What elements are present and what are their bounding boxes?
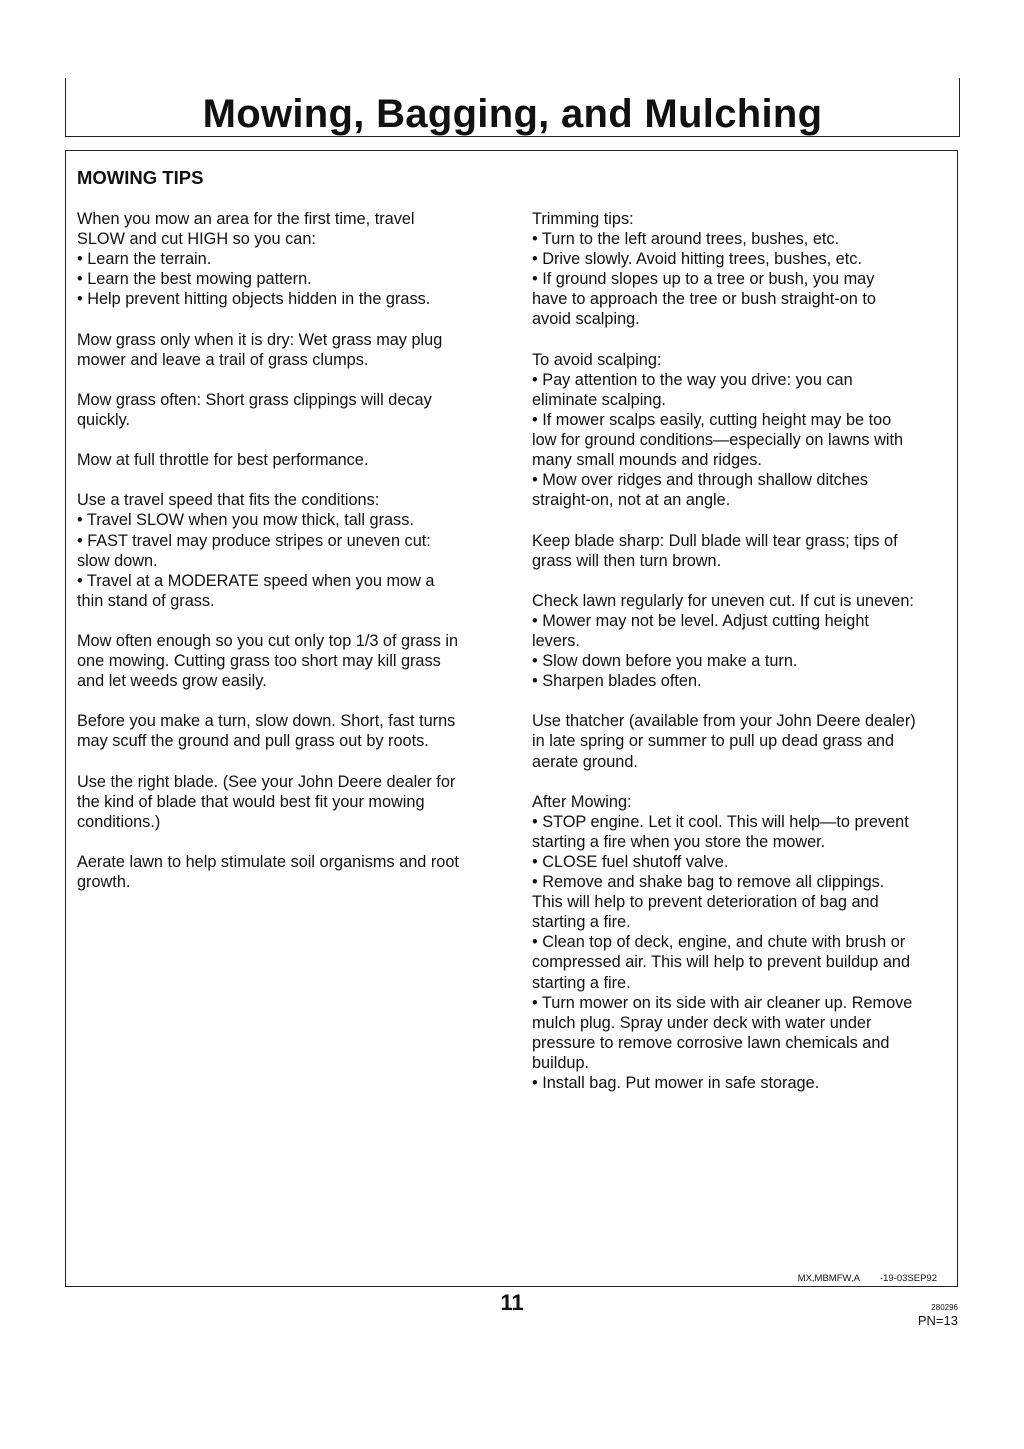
text-line: • CLOSE fuel shutoff valve. <box>532 853 729 871</box>
paragraph <box>77 209 495 309</box>
text-line: • Help prevent hitting objects hidden in the grass. <box>77 290 431 309</box>
text-line: in late spring or summer to pull up dead grass and <box>532 732 895 751</box>
text-line: • If mower scalps easily, cutting height may be too <box>532 410 892 429</box>
text-line: have to approach the tree or bush straight-on to <box>532 290 876 309</box>
paragraph <box>77 711 495 751</box>
paragraph <box>77 631 495 691</box>
paragraph <box>532 350 950 511</box>
text-line: • Install bag. Put mower in safe storage. <box>532 1074 820 1093</box>
text-line: may scuff the ground and pull grass out by roots. <box>77 732 429 751</box>
right-column <box>532 209 950 1113</box>
text-line: levers. <box>532 631 580 650</box>
text-line: • Turn mower on its side with air cleaner up. Remove <box>532 993 913 1012</box>
text-line: Check lawn regularly for uneven cut. If cut is uneven: <box>532 591 914 610</box>
text-line: mulch plug. Spray under deck with water under <box>532 1013 872 1032</box>
paragraph <box>532 531 950 571</box>
text-line: • Mow over ridges and through shallow ditches <box>532 471 869 490</box>
content-box <box>65 150 958 1287</box>
text-line: Use the right blade. (See your John Deere dealer for <box>77 772 456 791</box>
text-line: • Pay attention to the way you drive: you can <box>532 370 853 389</box>
text-line: • Mower may not be level. Adjust cutting height <box>532 611 869 630</box>
text-line: When you mow an area for the first time, travel <box>77 210 415 228</box>
text-line: Trimming tips: <box>532 210 634 228</box>
text-line: avoid scalping. <box>532 310 640 329</box>
text-line: Use thatcher (available from your John Deere dealer) <box>532 712 916 731</box>
page-number: 11 <box>500 1290 524 1315</box>
pn-label: PN=13 <box>917 1313 958 1328</box>
paragraph <box>532 591 950 691</box>
text-line: and let weeds grow easily. <box>77 672 267 691</box>
box-footer-codes <box>778 1272 937 1286</box>
paragraph <box>77 852 495 892</box>
text-line: starting a fire when you store the mower. <box>532 832 826 851</box>
text-line: • Slow down before you make a turn. <box>532 652 798 671</box>
text-line: • Learn the terrain. <box>77 250 212 269</box>
footer-code-2: -19-03SEP92 <box>879 1273 937 1284</box>
text-line: starting a fire. <box>532 973 631 992</box>
paragraph <box>77 772 495 832</box>
text-line: low for ground conditions—especially on lawns with <box>532 431 904 450</box>
title-frame <box>65 78 960 137</box>
text-line: • Clean top of deck, engine, and chute with brush or <box>532 933 906 952</box>
text-line: Mow often enough so you cut only top 1/3 of grass in <box>77 631 459 650</box>
text-line: many small mounds and ridges. <box>532 451 762 470</box>
text-line: aerate ground. <box>532 752 638 771</box>
text-line: grass will then turn brown. <box>532 551 722 570</box>
text-line: This will help to prevent deterioration of bag and <box>532 893 879 912</box>
text-line: thin stand of grass. <box>77 591 215 610</box>
text-line: • If ground slopes up to a tree or bush, you may <box>532 270 875 289</box>
text-line: To avoid scalping: <box>532 350 662 369</box>
paragraph <box>77 490 495 611</box>
paragraph <box>77 450 495 470</box>
text-line: conditions.) <box>77 812 161 831</box>
text-line: After Mowing: <box>532 792 632 811</box>
text-line: • Remove and shake bag to remove all clippings. <box>532 873 885 892</box>
text-line: • Learn the best mowing pattern. <box>77 270 312 289</box>
text-line: quickly. <box>77 410 131 429</box>
text-line: pressure to remove corrosive lawn chemicals and <box>532 1033 890 1052</box>
paragraph <box>532 209 950 330</box>
text-line: the kind of blade that would best fit your mowing <box>77 792 425 811</box>
text-line: • STOP engine. Let it cool. This will help—to prevent <box>532 812 909 831</box>
text-line: slow down. <box>77 551 158 570</box>
doc-code: 280296 <box>931 1303 958 1312</box>
text-line: one mowing. Cutting grass too short may kill grass <box>77 652 441 671</box>
text-line: SLOW and cut HIGH so you can: <box>77 230 316 249</box>
text-line: compressed air. This will help to prevent buildup and <box>532 953 910 972</box>
text-line: Aerate lawn to help stimulate soil organisms and root <box>77 853 459 871</box>
paragraph <box>77 330 495 370</box>
text-line: • Sharpen blades often. <box>532 672 702 691</box>
text-line: Mow at full throttle for best performance. <box>77 451 369 470</box>
paragraph <box>77 390 495 430</box>
text-line: • Turn to the left around trees, bushes, etc. <box>532 230 840 249</box>
text-line: Mow grass only when it is dry: Wet grass may plug <box>77 330 443 349</box>
text-line: • FAST travel may produce stripes or uneven cut: <box>77 531 431 550</box>
text-line: Before you make a turn, slow down. Short, fast turns <box>77 712 456 731</box>
page-title: Mowing, Bagging, and Mulching <box>202 92 823 136</box>
text-line: growth. <box>77 873 131 892</box>
text-line: Keep blade sharp: Dull blade will tear grass; tips of <box>532 531 898 550</box>
section-heading: MOWING TIPS <box>77 167 204 188</box>
text-line: eliminate scalping. <box>532 390 666 409</box>
text-line: starting a fire. <box>532 913 631 932</box>
left-column <box>77 209 495 912</box>
text-line: buildup. <box>532 1053 590 1072</box>
text-line: mower and leave a trail of grass clumps. <box>77 350 369 369</box>
text-line: straight-on, not at an angle. <box>532 491 731 510</box>
paragraph <box>532 792 950 1093</box>
text-line: • Drive slowly. Avoid hitting trees, bushes, etc. <box>532 250 862 269</box>
text-line: Mow grass often: Short grass clippings will decay <box>77 390 432 409</box>
footer-code-1: MX,MBMFW,A <box>797 1273 860 1284</box>
text-line: • Travel SLOW when you mow thick, tall grass. <box>77 511 414 530</box>
paragraph <box>532 711 950 771</box>
text-line: • Travel at a MODERATE speed when you mow a <box>77 571 435 590</box>
text-line: Use a travel speed that fits the conditions: <box>77 491 380 510</box>
